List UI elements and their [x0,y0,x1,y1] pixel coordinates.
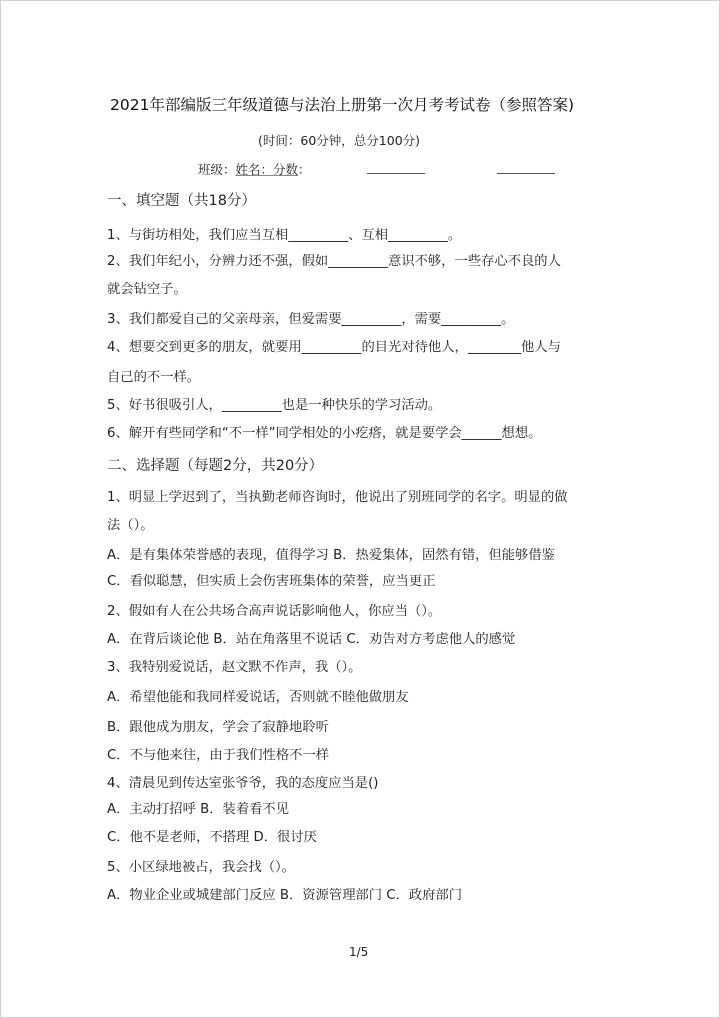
question-line: 5、好书很吸引人，_________也是一种快乐的学习活动。 [107,398,442,413]
option-line: C．不与他来往，由于我们性格不一样 [107,748,330,763]
option-line: A．是有集体荣誉感的表现，值得学习 B．热爱集体，固然有错，但能够借鉴 [107,548,555,563]
question-line: 法（）。 [107,518,154,533]
class-blank [367,161,425,174]
question-line: 4、想要交到更多的朋友，就要用_________的目光对待他人，________他人与 [107,340,561,355]
option-line: A．希望他能和我同样爱说话，否则就不睦他做朋友 [107,690,409,705]
question-line: 1、明显上学迟到了，当执勤老师咨询时，他说出了别班同学的名字。明显的做 [107,490,568,505]
student-info-line [198,161,555,179]
section1-heading: 一、填空题（共18分） [107,193,256,209]
page-title: 2021年部编版三年级道德与法治上册第一次月考考试卷（参照答案) [110,96,574,114]
colon: ： [298,162,311,177]
question-line: 2、假如有人在公共场合高声说话影响他人，你应当（）。 [107,604,442,619]
question-line: 4、清晨见到传达室张爷爷，我的态度应当是() [107,776,379,791]
option-line: A．主动打招呼 B．装着看不见 [107,802,290,817]
option-line: B．跟他成为朋友，学会了寂静地聆听 [107,720,329,735]
question-line: 就会钻空子。 [107,282,187,297]
question-line: 3、我们都爱自己的父亲母亲，但爱需要_________，需要_________。 [107,312,515,327]
option-line: A．物业企业或城建部门反应 B．资源管理部门 C．政府部门 [107,888,463,903]
question-line: 2、我们年纪小，分辨力还不强，假如_________意识不够，一些存心不良的人 [107,254,561,269]
name-blank [497,161,555,174]
name-score-label: 姓名：分数 [235,162,299,177]
page-number: 1/5 [349,945,369,959]
class-label: 班级： [198,162,236,177]
section2-heading: 二、选择题（每题2分，共20分） [107,458,324,474]
option-line: A．在背后谈论他 B．站在角落里不说话 C．劝告对方考虑他人的感觉 [107,632,516,647]
question-line: 自己的不一样。 [107,370,201,385]
option-line: C．他不是老师，不搭理 D．很讨厌 [107,830,317,845]
question-line: 3、我特别爱说话，赵文默不作声，我（）。 [107,660,362,675]
exam-info: (时间：60分钟，总分100分) [258,133,421,148]
option-line: C．看似聪慧，但实质上会伤害班集体的荣誉，应当更正 [107,574,436,589]
question-line: 1、与街坊相处，我们应当互相_________、互相_________。 [107,228,462,243]
question-line: 6、解开有些同学和“不一样”同学相处的小疙瘩，就是要学会______想想。 [107,426,542,441]
question-line: 5、小区绿地被占，我会找（）。 [107,860,295,875]
